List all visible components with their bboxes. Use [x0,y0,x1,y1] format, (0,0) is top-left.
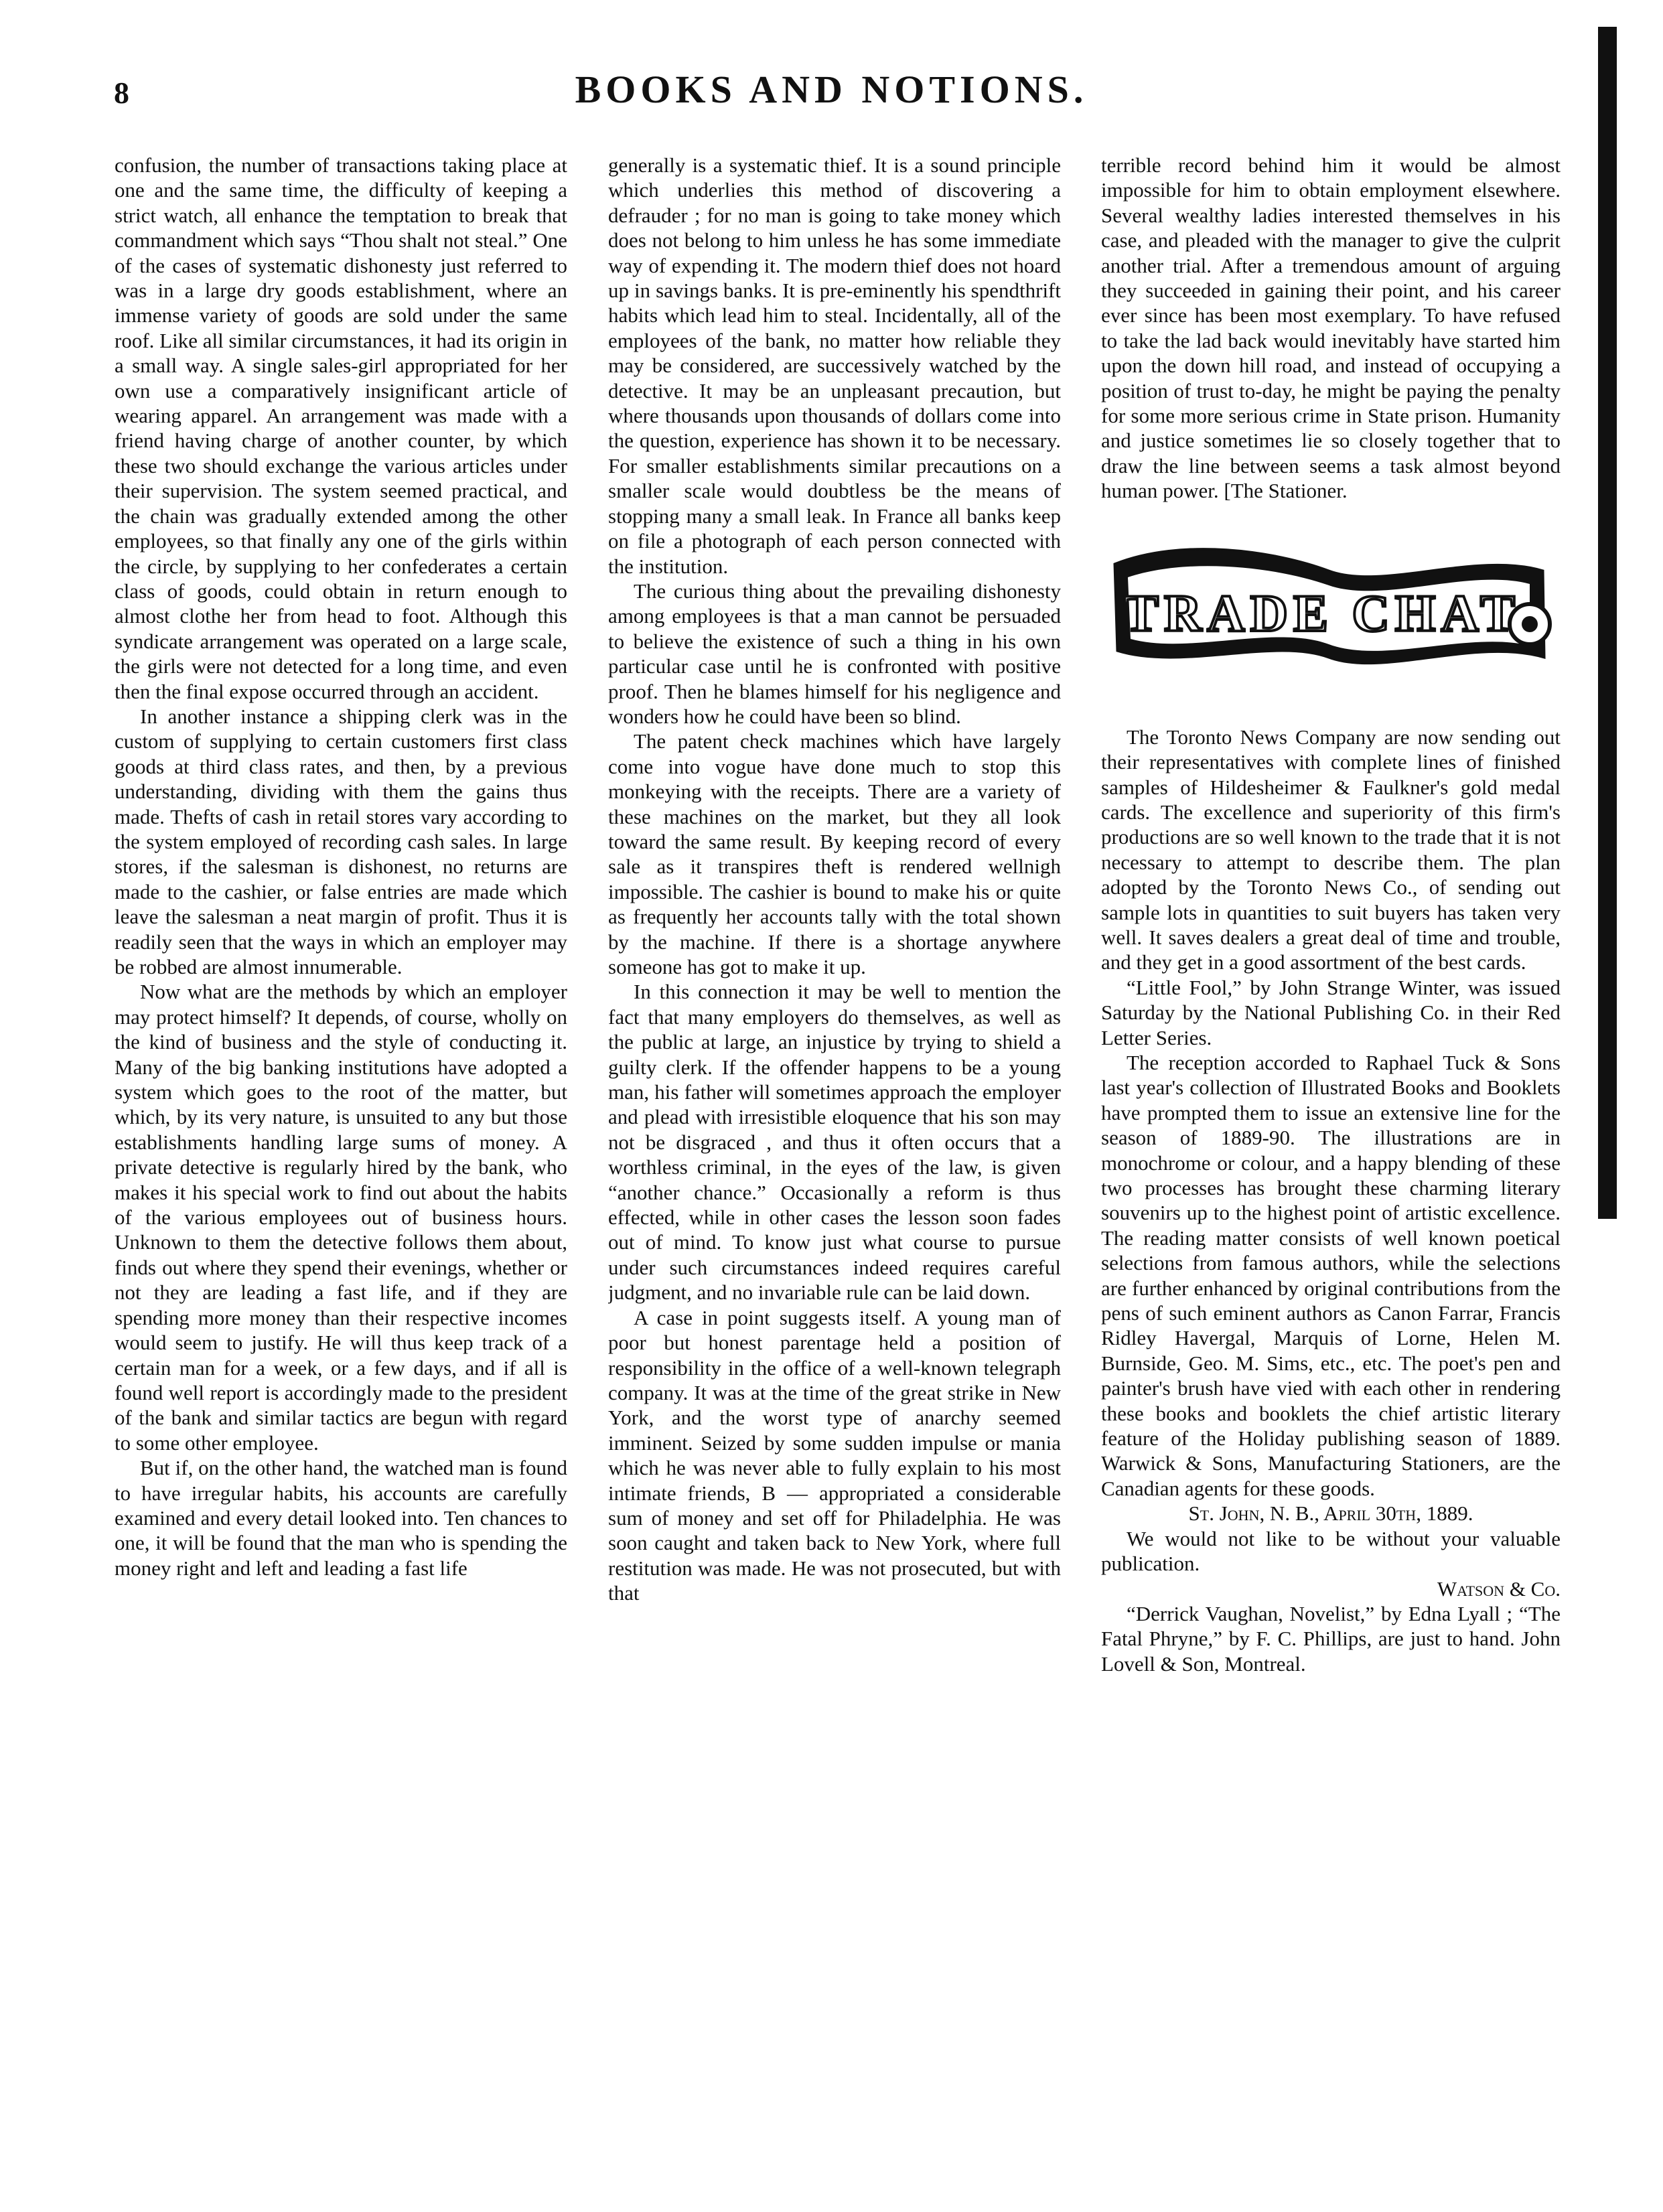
margin-bar [1598,27,1617,1219]
paragraph: The reception accorded to Raphael Tuck & Sons last year's collection of Illustrated Books and Booklets have prompted them to issue an extensive line for the season of 1889-90. The illustrations are in monochrome or colour, and a happy blending of these two processes has brought these charming literary souvenirs up to the highest point of artistic excellence. The reading matter consists of well known poetical selections from famous authors, while the selections are further enhanced by original contributions from the pens of such eminent authors as Canon Farrar, Francis Ridley Havergal, Marquis of Lorne, Helen M. Burnside, Geo. M. Sims, etc., etc. The poet's pen and painter's brush have vied with each other in rendering these books and booklets the chief artistic literary feature of the Holiday publishing season of 1889. Warwick & Sons, Manufacturing Stationers, are the Canadian agents for these goods. [1101,1050,1561,1500]
running-head: BOOKS AND NOTIONS. [575,68,1088,111]
paragraph: The patent check machines which have largely come into vogue have done much to stop this monkeying with the receipts. There are a variety of these machines on the market, but they all look toward the same result. By keeping record of every sale as it transpires theft is rendered wellnigh impossible. The cashier is bound to make his or quite as frequently her accounts tally with the total shown by the machine. If there is a shortage anywhere someone has got to make it up. [608,729,1061,978]
paragraph: confusion, the number of transactions taking place at one and the same time, the difficulty of keeping a strict watch, all enhance the temptation to break that commandment which says “Thou shalt not steal.” One of the cases of systematic dishonesty just referred to was in a large dry goods establishment, where an immense variety of goods are sold under the same roof. Like all similar circumstances, it had its origin in a small way. A single sales-girl appropriated for her own use a comparatively insignificant article of wearing apparel. An arrangement was made with a friend having charge of another counter, by which these two should exchange the various articles under their supervision. The system seemed practical, and the chain was gradually extended among the other employees, so that finally any one of the girls within the circle, by supplying to her confederates a certain class of goods, could obtain in return enough to almost clothe her from head to foot. Although this syndicate arrangement was operated on a large scale, the girls were not detected for a long time, and even then the final expose occurred through an accident. [115,153,567,703]
paragraph: The curious thing about the prevailing dishonesty among employees is that a man cannot be persuaded to believe the existence of such a thing in his own particular case until he is confronted with positive proof. Then he blames himself for his negligence and wonders how he could have been so blind. [608,579,1061,728]
trade-chat-banner [1101,524,1561,691]
column-2 [608,153,1061,2162]
paragraph: A case in point suggests itself. A young man of poor but honest parentage held a position of responsibility in the office of a well-known telegraph company. It was at the time of the great strike in New York, and the worst type of anarchy seemed imminent. Seized by some sudden impulse or mania which he was never able to fully explain to his most intimate friends, B — appropriated a considerable sum of money and set off for Philadelphia. He was soon caught and taken back to New York, where full restitution was made. He was not prosecuted, but with that [608,1305,1061,1605]
banner-graphic [1101,524,1561,691]
signature: Watson & Co. [1437,1576,1561,1601]
paragraph: In another instance a shipping clerk was in the custom of supplying to certain customers first class goods at third class rates, and then, by a previous understanding, dividing with them the gains thus made. Thefts of cash in retail stores vary according to the system employed of recording cash sales. In large stores, if the salesman is dishonest, no returns are made to the cashier, or false entries are made which leave the salesman a neat margin of profit. Thus it is readily seen that the ways in which an employer may be robbed are almost innumerable. [115,704,567,978]
paragraph: generally is a systematic thief. It is a sound principle which underlies this method of discovering a defrauder ; for no man is going to take money which does not belong to him unless he has some immediate way of expending it. The modern thief does not hoard up in savings banks. It is pre-eminently his spendthrift habits which lead him to steal. Incidentally, all of the employees of the bank, no matter how reliable they may be considered, are successively watched by the detective. It may be an unpleasant precaution, but where thousands upon thousands of dollars come into the question, experience has shown it to be necessary. For smaller establishments similar precautions on a smaller scale would doubtless be the means of stopping many a small leak. In France all banks keep on file a photograph of each person connected with the institution. [608,153,1061,578]
dateline: St. John, N. B., April 30th, 1889. [1188,1501,1473,1526]
paragraph: terrible record behind him it would be almost impossible for him to obtain employment elsewhere. Several wealthy ladies interested themselves in his case, and pleaded with the manager to give the culprit another trial. After a tremendous amount of arguing they succeeded in gaining their point, and his career ever since has been most exemplary. To have refused to take the lad back would inevitably have started him upon the down hill road, and instead of occupying a position of trust to-day, he might be paying the penalty for some more serious crime in State prison. Humanity and justice sometimes lie so closely together that to draw the line between seems a task almost beyond human power. [The Stationer. [1101,153,1561,503]
paragraph: We would not like to be without your valuable publication. [1101,1526,1561,1576]
paragraph: “Derrick Vaughan, Novelist,” by Edna Lyall ; “The Fatal Phryne,” by F. C. Phillips, are just to hand. John Lovell & Son, Montreal. [1101,1601,1561,1676]
banner-title: TRADE CHAT [1123,583,1521,642]
page-number: 8 [114,76,129,110]
paragraph: The Toronto News Company are now sending out their representatives with complete lines of finished samples of Hildesheimer & Faulkner's gold medal cards. The excellence and superiority of this firm's productions are so well known to the trade that it is not necessary to attempt to describe them. The plan adopted by the Toronto News Co., of sending out sample lots in quantities to suit buyers has taken very well. It saves dealers a great deal of time and trouble, and they get in a good assortment of the best cards. [1101,725,1561,974]
column-3 [1101,153,1561,2162]
paragraph: Now what are the methods by which an employer may protect himself? It depends, of course, wholly on the kind of business and the style of conducting it. Many of the big banking institutions have adopted a system which goes to the root of the matter, but which, by its very nature, is unsuited to any but those establishments handling large sums of money. A private detective is regularly hired by the bank, who makes it his special work to find out about the habits of the various employees out of business hours. Unknown to them the detective follows them about, finds out where they spend their evenings, whether or not they are leading a fast life, and if they are spending more money than their respective incomes would seem to justify. He will thus keep track of a certain man for a week, or a few days, and if all is found well report is accordingly made to the president of the bank and similar tactics are begun with regard to some other employee. [115,980,567,1455]
paragraph: In this connection it may be well to mention the fact that many employers do themselves, as well as the public at large, an injustice by trying to shield a guilty clerk. If the offender happens to be a young man, his father will sometimes approach the employer and plead with irresistible eloquence that his son may not be disgraced , and thus it often occurs that a worthless criminal, in the eyes of the law, is given “another chance.” Occasionally a reform is thus effected, while in other cases the lesson soon fades out of mind. To know just what course to pursue under such circumstances indeed requires careful judgment, and no invariable rule can be laid down. [608,980,1061,1305]
column-1 [115,153,567,2162]
paragraph: “Little Fool,” by John Strange Winter, was issued Saturday by the National Publishing Co. in their Red Letter Series. [1101,975,1561,1049]
paragraph: But if, on the other hand, the watched man is found to have irregular habits, his accounts are carefully examined and every detail looked into. Ten chances to one, it will be found that the man who is spending the money right and left and leading a fast life [115,1456,567,1580]
